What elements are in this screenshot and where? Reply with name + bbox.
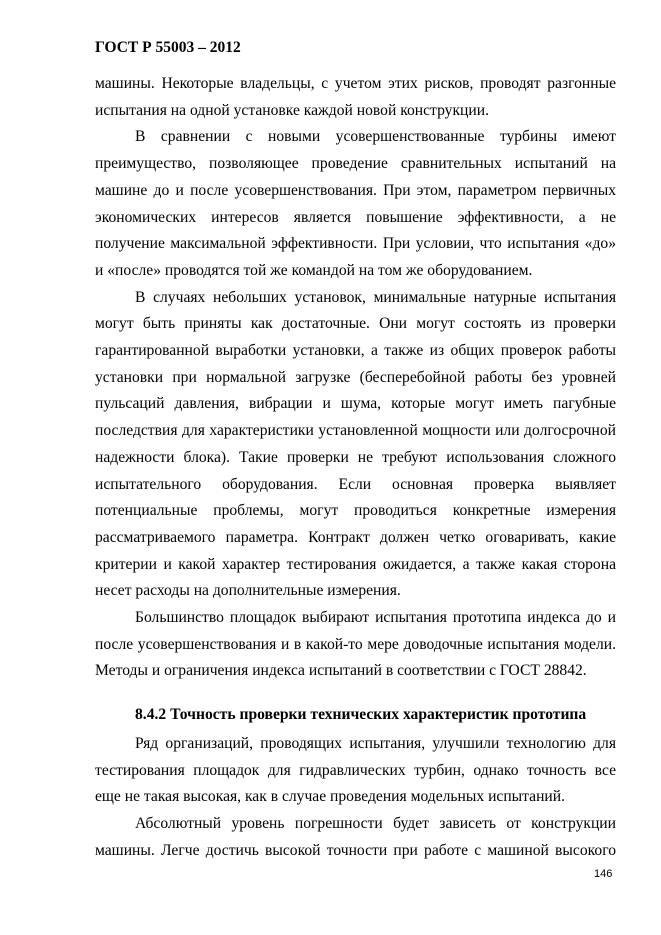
text-line: могут быть приняты как достаточные. Они могут состоять из проверки: [95, 315, 616, 333]
text-line: рассматриваемого параметра. Контракт должен четко оговаривать, какие: [95, 528, 616, 546]
text-line: и «после» проводятся той же командой на том же оборудованием.: [95, 261, 533, 279]
page-number: 146: [594, 868, 613, 880]
text-line: потенциальные проблемы, могут проводиться конкретные измерения: [95, 502, 616, 520]
text-line: испытания на одной установке каждой новой конструкции.: [95, 101, 489, 119]
text-line: надежности блока). Такие проверки не требуют использования сложного: [95, 448, 616, 466]
text-line: еще не такая высокая, как в случае проведения модельных испытаний.: [95, 788, 566, 806]
text-line: критерии и какой характер тестирования ожидается, а также какая сторона: [95, 555, 616, 573]
text-line: В сравнении с новыми усовершенствованные турбины имеют: [135, 128, 616, 146]
text-line: установки при нормальной загрузке (бесперебойной работы без уровней: [95, 368, 616, 386]
document-header: ГОСТ Р 55003 – 2012: [95, 39, 241, 56]
section-heading: 8.4.2 Точность проверки технических характеристик прототипа: [135, 706, 587, 724]
text-line: после усовершенствования и в какой-то мере доводочные испытания модели.: [95, 635, 616, 653]
text-line: машине до и после усовершенствования. При этом, параметром первичных: [95, 181, 616, 199]
paragraph-group: [95, 71, 616, 685]
text-line: преимущество, позволяющее проведение сравнительных испытаний на: [95, 155, 616, 173]
text-line: машины. Легче достичь высокой точности при работе с машиной высокого: [95, 841, 616, 859]
text-line: Большинство площадок выбирают испытания прототипа индекса до и: [135, 609, 616, 627]
text-line: испытательного оборудования. Если основная проверка выявляет: [95, 475, 616, 493]
text-line: экономических интересов является повышение эффективности, а не: [95, 208, 616, 226]
text-line: пульсаций давления, вибрации и шума, которые могут иметь пагубные: [95, 395, 616, 413]
text-line: машины. Некоторые владельцы, с учетом этих рисков, проводят разгонные: [95, 75, 616, 92]
document-body: [95, 71, 616, 864]
paragraph-group: [95, 731, 616, 865]
text-line: несет расходы на дополнительные измерения.: [95, 582, 401, 600]
text-line: Ряд организаций, проводящих испытания, улучшили технологию для: [135, 734, 616, 752]
text-line: Методы и ограничения индекса испытаний в соответствии с ГОСТ 28842.: [95, 662, 587, 680]
text-line: Абсолютный уровень погрешности будет зависеть от конструкции: [135, 814, 616, 832]
text-line: В случаях небольших установок, минимальные натурные испытания: [135, 288, 616, 306]
text-line: гарантированной выработки установки, а также из общих проверок работы: [95, 342, 616, 360]
text-line: последствия для характеристики установленной мощности или долгосрочной: [95, 422, 616, 440]
text-line: тестирования площадок для гидравлических турбин, однако точность все: [95, 761, 616, 779]
text-line: получение максимальной эффективности. При условии, что испытания «до»: [95, 235, 616, 253]
